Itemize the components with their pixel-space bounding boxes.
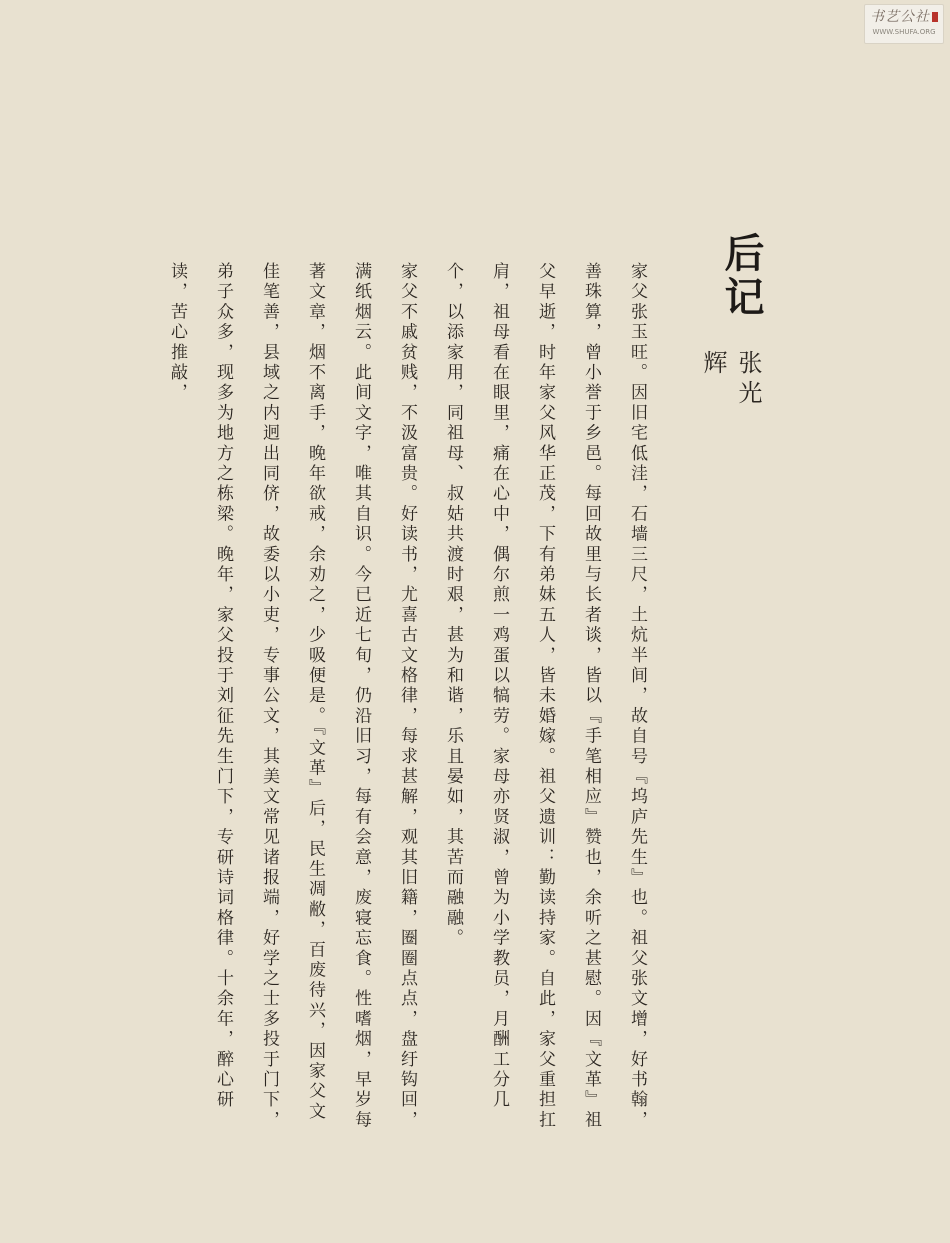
watermark-mark [865,7,943,27]
watermark-url: WWW.SHUFA.ORG [872,28,936,36]
author-name: 张光辉 [699,350,762,410]
page-title: 后记 [718,232,764,320]
paragraph-2: 家父不戚贫贱，不汲富贵。好读书，尤喜古文格律，每求甚解，观其旧籍，圈圈点点，盘纡钩回，满纸烟云。此间文字，唯其自识。今已近七旬，仍沿旧习，每有会意，废寝忘食。性嗜烟，早岁每著文章，烟不离手，晚年欲戒，余劝之，少吸便是。『文革』后，民生凋敝，百废待兴，因家父文佳笔善，县域之内迥出同侪，故委以小吏，专事公文，其美文常见诸报端，好学之士多投于门下，弟子众多，现多为地方之栋梁。晚年，家父投于刘征先生门下，专研诗词格律。十余年，醉心研读，苦心推敲， [167,262,417,1131]
header [680,232,770,432]
document-body [160,262,660,1142]
watermark-logo [864,4,944,44]
seal-icon [932,12,938,22]
paragraph-1: 家父张玉旺。因旧宅低洼，石墙三尺，土炕半间，故自号『坞庐先生』也。祖父张文增，好书翰，善珠算，曾小誉于乡邑。每回故里与长者谈，皆以『手笔相应』赞也，余听之甚慰。因『文革』祖父早逝，时年家父风华正茂，下有弟妹五人，皆未婚嫁。祖父遗训：勤读持家。自此，家父重担扛肩，祖母看在眼里，痛在心中，偶尔煎一鸡蛋以犒劳。家母亦贤淑，曾为小学教员，月酬工分几个，以添家用，同祖母、叔姑共渡时艰，甚为和谐，乐且晏如，其苦而融融。 [443,262,647,1131]
watermark-mark-text: 书艺公社 [870,9,930,25]
